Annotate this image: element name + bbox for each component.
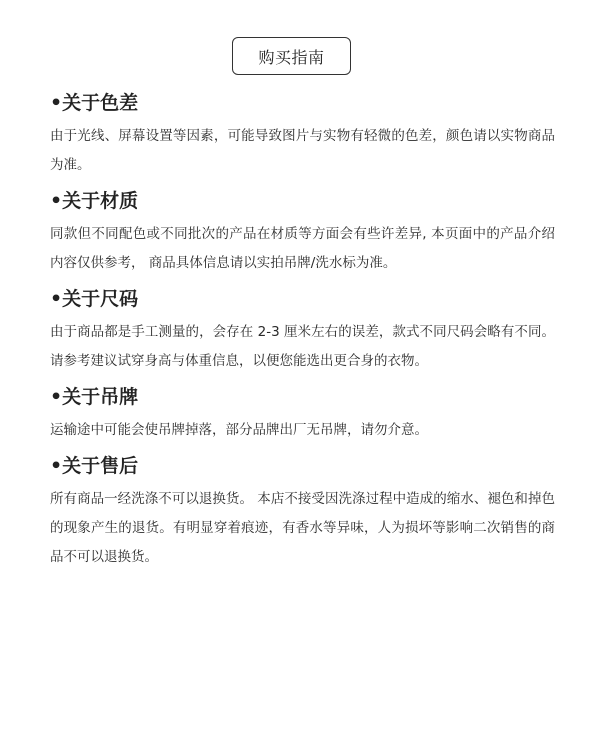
section-heading: •关于吊牌 xyxy=(50,386,139,408)
section-heading: •关于色差 xyxy=(50,92,139,114)
section-size xyxy=(50,284,555,376)
page-title: 购买指南 xyxy=(232,37,351,75)
section-body: 由于商品都是手工测量的，会存在 2-3 厘米左右的误差，款式不同尺码会略有不同。请参考建议试穿身高与体重信息，以便您能选出更合身的衣物。 xyxy=(50,324,555,369)
section-body: 同款但不同配色或不同批次的产品在材质等方面会有些许差异, 本页面中的产品介绍内容仅供参考， 商品具体信息请以实拍吊牌/洗水标为准。 xyxy=(50,226,555,271)
section-body: 由于光线、屏幕设置等因素，可能导致图片与实物有轻微的色差，颜色请以实物商品为准。 xyxy=(50,128,555,173)
section-body: 所有商品一经洗涤不可以退换货。 本店不接受因洗涤过程中造成的缩水、褪色和掉色的现象产生的退货。有明显穿着痕迹，有香水等异味，人为损坏等影响二次销售的商品不可以退换货。 xyxy=(50,491,555,565)
section-after-sales xyxy=(50,451,555,572)
section-material xyxy=(50,186,555,278)
section-heading: •关于尺码 xyxy=(50,288,139,310)
guide-content xyxy=(50,88,555,578)
section-heading: •关于材质 xyxy=(50,190,139,212)
section-body: 运输途中可能会使吊牌掉落，部分品牌出厂无吊牌，请勿介意。 xyxy=(50,422,428,438)
section-tag xyxy=(50,382,555,445)
section-heading: •关于售后 xyxy=(50,455,139,477)
section-color-difference xyxy=(50,88,555,180)
